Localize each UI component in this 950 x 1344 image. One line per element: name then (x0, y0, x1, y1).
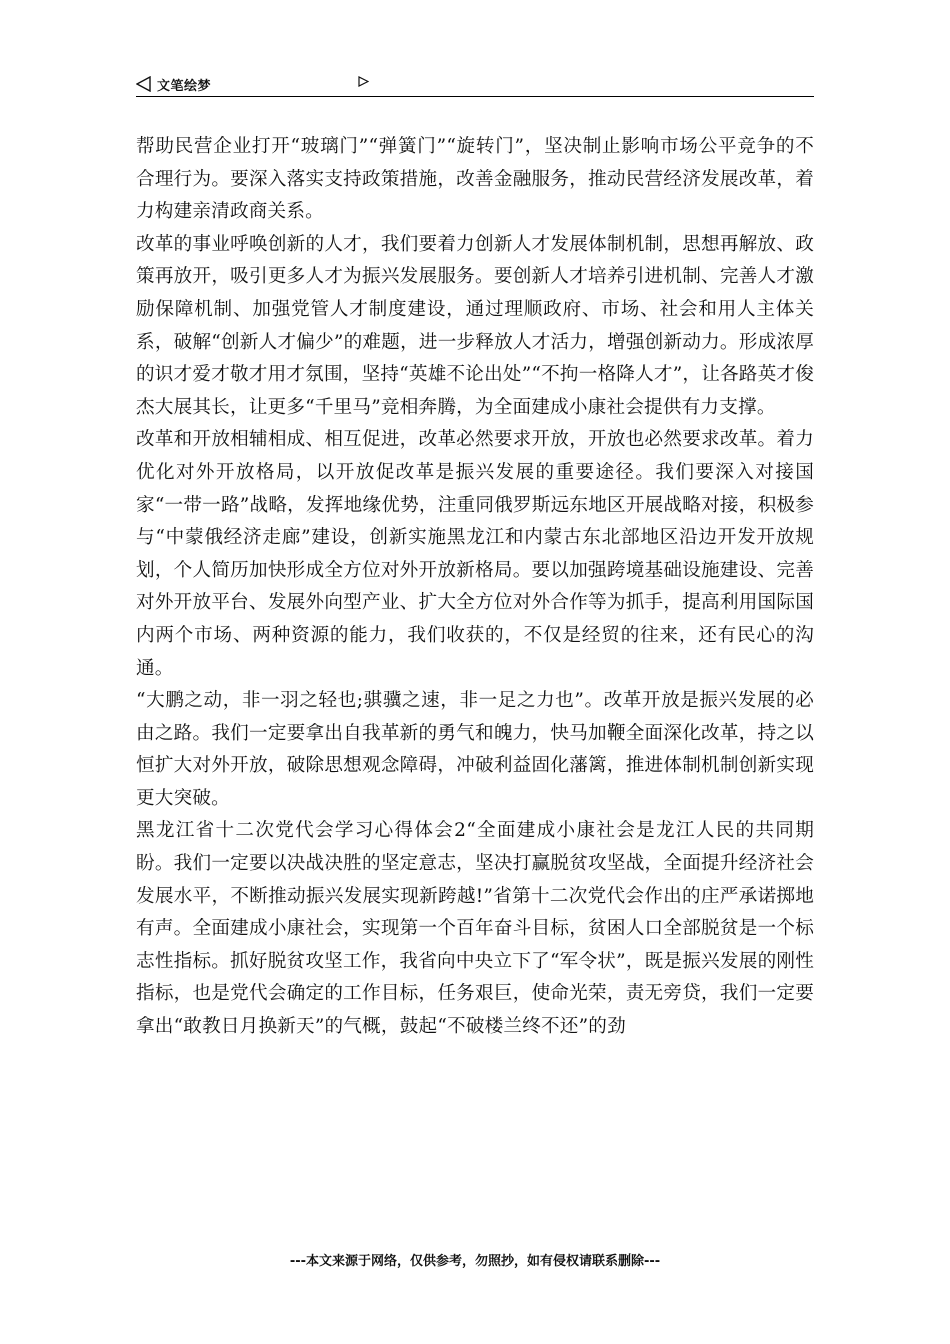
paragraph-2: 改革的事业呼唤创新的人才，我们要着力创新人才发展体制机制，思想再解放、政策再放开，吸引更多人才为振兴发展服务。要创新人才培养引进机制、完善人才激励保障机制、加强党管人才制度建设，通过理顺政府、市场、社会和用人主体关系，破解“创新人才偏少”的难题，进一步释放人才活力，增强创新动力。形成浓厚的识才爱才敬才用才氛围，坚持“英雄不论出处”“不拘一格降人才”，让各路英才俊杰大展其长，让更多“千里马”竞相奔腾，为全面建成小康社会提供有力支撑。 (136, 233, 814, 418)
paragraph-5: 黑龙江省十二次党代会学习心得体会2“全面建成小康社会是龙江人民的共同期盼。我们一定要以决战决胜的坚定意志，坚决打赢脱贫攻坚战，全面提升经济社会发展水平，不断推动振兴发展实现新跨越!”省第十二次党代会作出的庄严承诺掷地有声。全面建成小康社会，实现第一个百年奋斗目标，贫困人口全部脱贫是一个标志性指标。抓好脱贫攻坚工作，我省向中央立下了“军令状”，既是振兴发展的刚性指标，也是党代会确定的工作目标，任务艰巨，使命光荣，责无旁贷，我们一定要拿出“敢教日月换新天”的气概，鼓起“不破楼兰终不还”的劲 (136, 820, 814, 1038)
document-body (136, 131, 814, 1044)
triangle-left-icon (136, 76, 152, 92)
paragraph-3: 改革和开放相辅相成、相互促进，改革必然要求开放，开放也必然要求改革。着力优化对外开放格局，以开放促改革是振兴发展的重要途径。我们要深入对接国家“一带一路”战略，发挥地缘优势，注重同俄罗斯远东地区开展战略对接，积极参与“中蒙俄经济走廊”建设，创新实施黑龙江和内蒙古东北部地区沿边开发开放规划，个人简历加快形成全方位对外开放新格局。要以加强跨境基础设施建设、完善对外开放平台、发展外向型产业、扩大全方位对外合作等为抓手，提高利用国际国内两个市场、两种资源的能力，我们收获的，不仅是经贸的往来，还有民心的沟通。 (136, 429, 814, 679)
triangle-right-icon (358, 76, 369, 87)
header-brand: 文笔绘梦 (157, 79, 212, 94)
footer-disclaimer: ---本文来源于网络，仅供参考，勿照抄，如有侵权请联系删除--- (289, 1254, 661, 1269)
paragraph-1: 帮助民营企业打开“玻璃门”“弹簧门”“旋转门”，坚决制止影响市场公平竞争的不合理行为。要深入落实支持政策措施，改善金融服务，推动民营经济发展改革，着力构建亲清政商关系。 (136, 136, 814, 223)
paragraph-4: “大鹏之动，非一羽之轻也;骐骥之速，非一足之力也”。改革开放是振兴发展的必由之路。我们一定要拿出自我革新的勇气和魄力，快马加鞭全面深化改革，持之以恒扩大对外开放，破除思想观念障碍，冲破利益固化藩篱，推进体制机制创新实现更大突破。 (136, 690, 814, 809)
page-header (136, 74, 814, 97)
